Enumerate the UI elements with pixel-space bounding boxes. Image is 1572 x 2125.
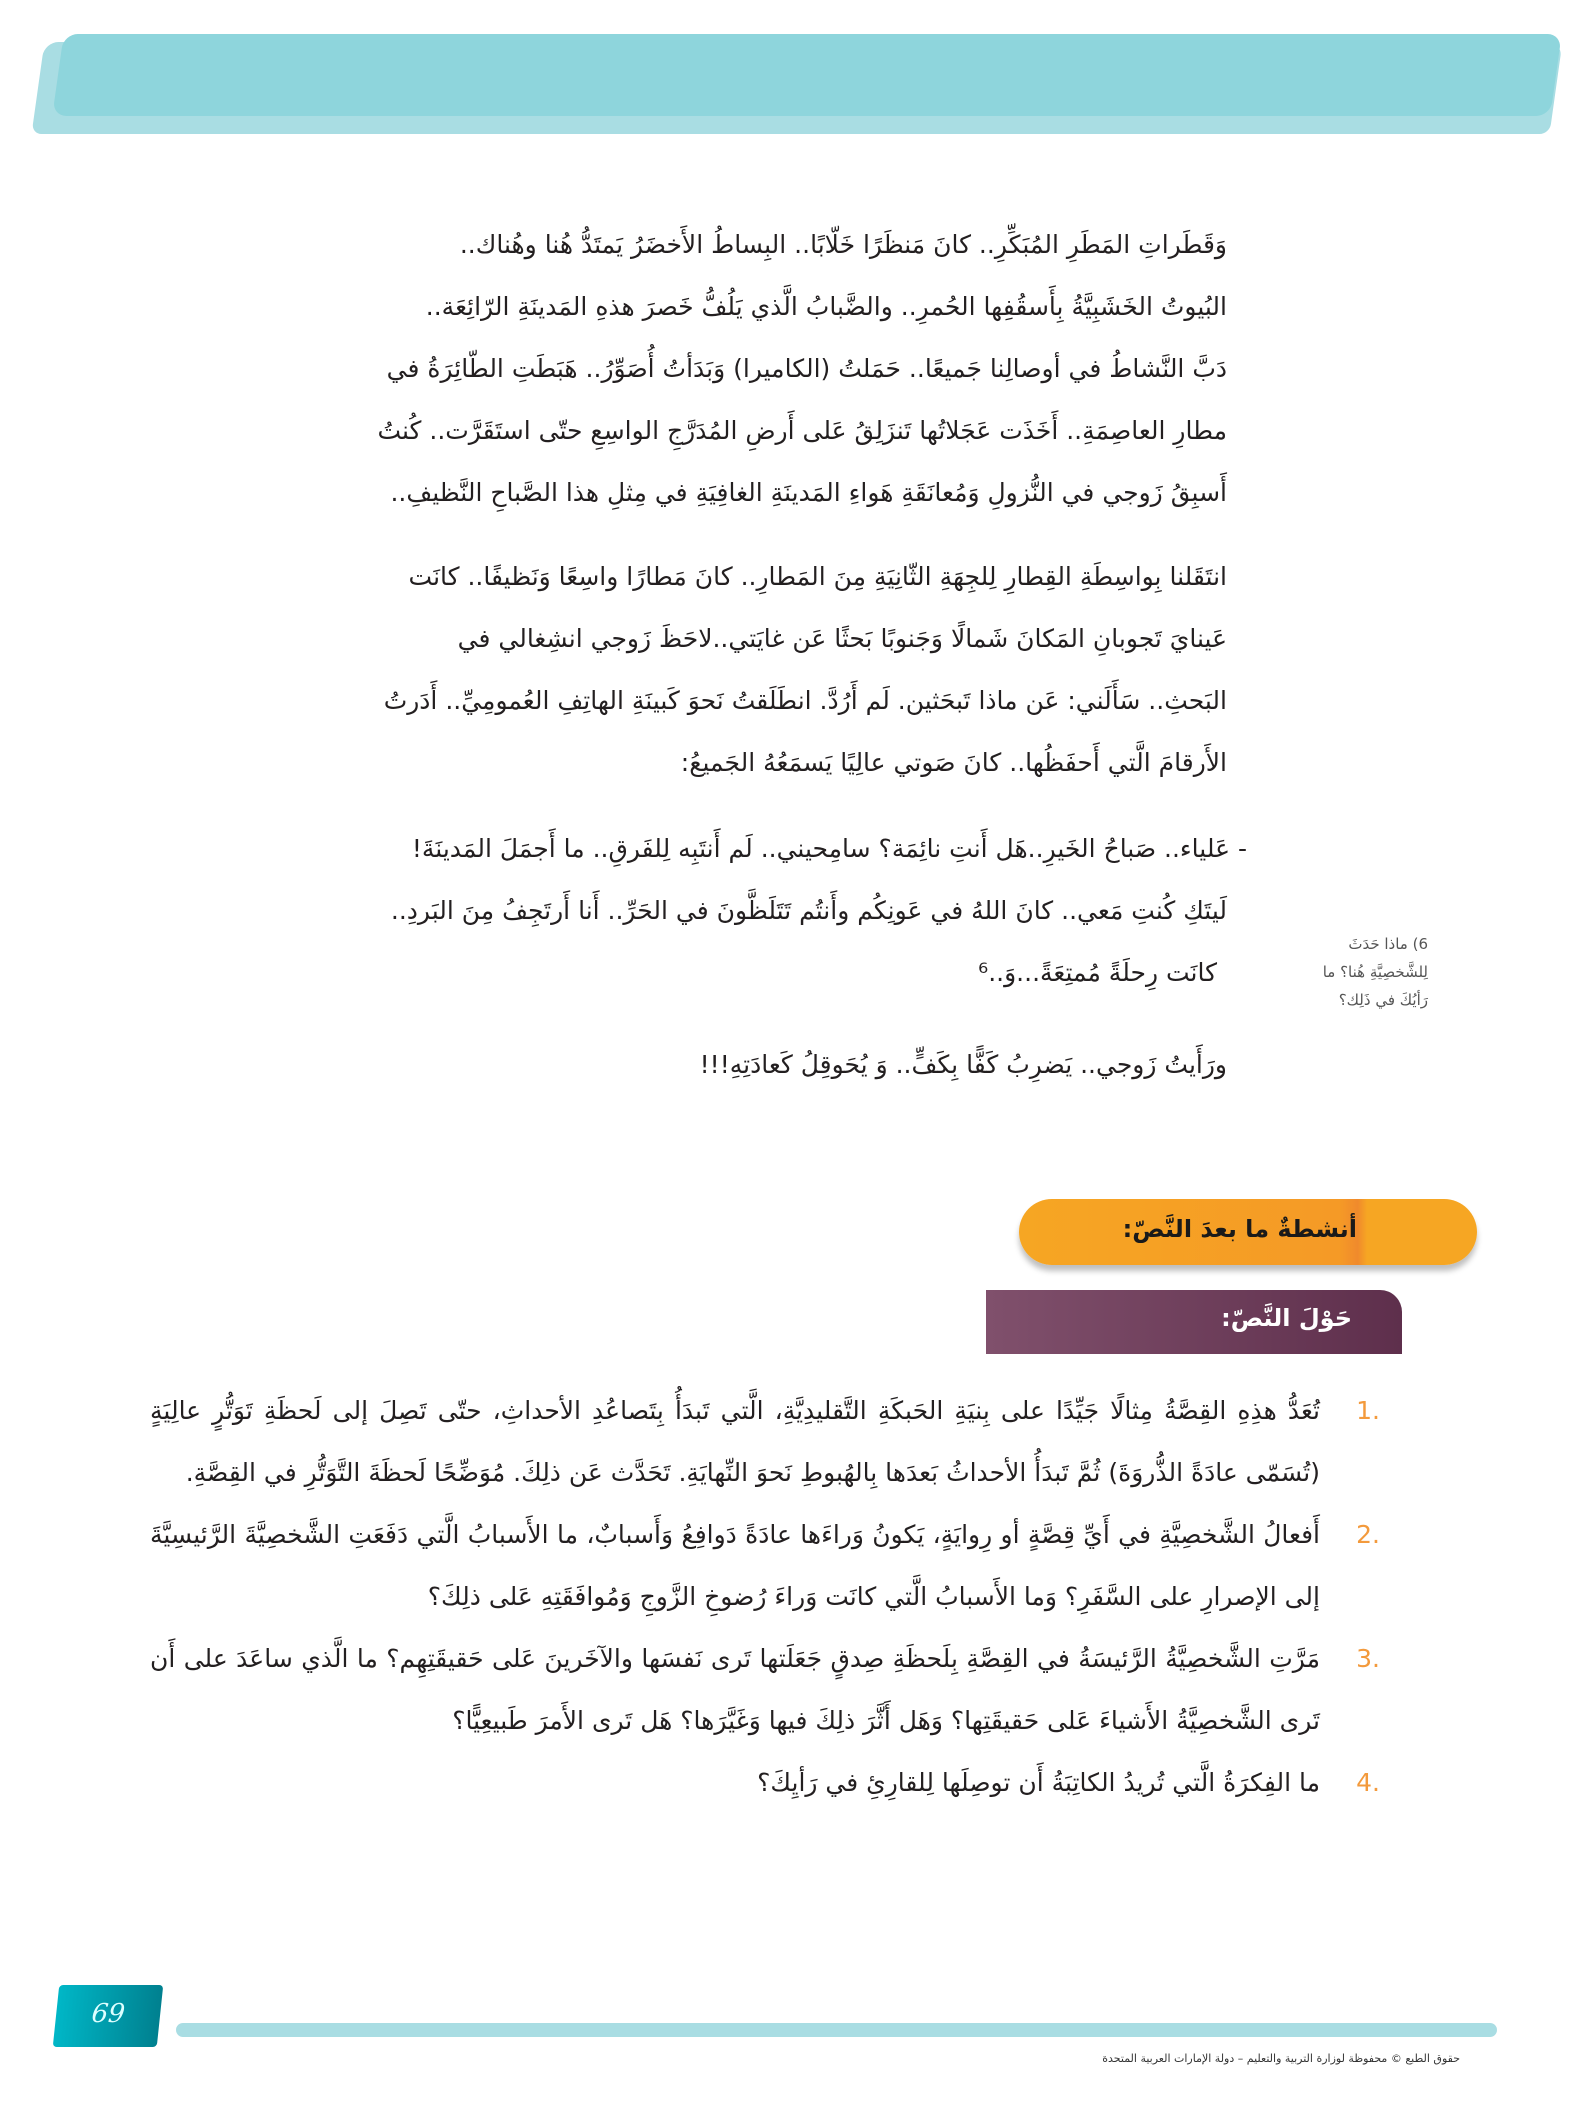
story-line: انتَقَلنا بِواسِطَةِ القِطارِ لِلجِهَةِ الثّانِيَةِ مِنَ المَطارِ.. كانَ مَطارًا واسِعًا وَنَظيفًا.. كانَت bbox=[408, 562, 1227, 591]
question-item bbox=[150, 1752, 1380, 1814]
story-paragraph-1 bbox=[291, 214, 1227, 524]
story-line: البَحثِ.. سَأَلَني: عَن ماذا تَبحَثين. لَم أَرُدَّ. انطَلَقتُ نَحوَ كَبينَةِ الهاتِفِ العُمومِيِّ.. أَدَرتُ bbox=[383, 686, 1227, 715]
question-item bbox=[150, 1504, 1380, 1628]
story-last-line bbox=[291, 1034, 1227, 1096]
question-number: 4. bbox=[1356, 1768, 1380, 1797]
story-line: البُيوتُ الخَشَبِيَّةُ بِأَسقُفِها الحُمرِ.. والضَّبابُ الَّذي يَلُفُّ خَصرَ هذهِ المَدينَةِ الرّائِعَة.. bbox=[425, 292, 1227, 321]
story-line: دَبَّ النَّشاطُ في أوصالِنا جَميعًا.. حَمَلتُ (الكاميرا) وَبَدَأتُ أُصَوِّرُ.. هَبَطَتِ الطّائِرَةُ في bbox=[386, 354, 1227, 383]
dialogue-line: - عَلياء.. صَباحُ الخَيرِ..هَل أَنتِ نائِمَة؟ سامِحيني.. لَم أَنتَبِه لِلفَرقِ.. ما أَجمَلَ المَدينَةَ! bbox=[411, 834, 1247, 863]
question-number: 1. bbox=[1356, 1396, 1380, 1425]
question-item bbox=[150, 1380, 1380, 1504]
question-text: تُعَدُّ هذِهِ القِصَّةُ مِثالًا جَيِّدًا على بِنيَةِ الحَبكَةِ التَّقليدِيَّةِ، الَّتي تَبدَأُ بِتَصاعُدِ الأحداثِ، حتّى تَصِلَ إلى لَحظَةِ تَوَتُّرٍ عالِيَةٍ (تُسَمّى عادَةً الذُّروَةَ) ثُمَّ تَبدَأُ الأحداثُ بَعدَها بِالهُبوطِ نَحوَ النِّهايَةِ. تَحَدَّث عَن ذلِكَ. مُوَضِّحًا لَحظَةَ التَّوَتُّرِ في القِصَّةِ. bbox=[150, 1396, 1320, 1487]
question-text: ما الفِكرَةُ الَّتي تُريدُ الكاتِبَةُ أَن توصِلَها لِلقارِئِ في رَأيِكَ؟ bbox=[757, 1768, 1320, 1797]
activities-header-label: أنشطةٌ ما بعدَ النَّصّ: bbox=[1122, 1215, 1357, 1243]
dialogue-line: كانَت رِحلَةً مُمتِعَةً...وَ..⁶ bbox=[978, 958, 1217, 987]
story-line: وَقَطَراتِ المَطَرِ المُبَكِّرِ.. كانَ مَنظَرًا خَلّابًا.. البِساطُ الأَخضَرُ يَمتَدُّ هُنا وهُناك.. bbox=[459, 230, 1227, 259]
top-banner bbox=[38, 34, 1556, 134]
side-note-line: لِلشَّخصِيَّةِ هُنا؟ ما bbox=[1322, 963, 1428, 981]
section-header-label: حَوْلَ النَّصّ: bbox=[1221, 1304, 1352, 1332]
section-header bbox=[986, 1290, 1402, 1354]
page-number: 69 bbox=[90, 1999, 127, 2029]
story-line: أَسبِقُ زَوجي في النُّزولِ وَمُعانَقَةِ هَواءِ المَدينَةِ الغافِيَةِ في مِثلِ هذا الصَّباحِ النَّظيفِ.. bbox=[390, 478, 1227, 507]
side-note-line: 6) ماذا حَدَثَ bbox=[1348, 935, 1428, 953]
side-note bbox=[1270, 930, 1428, 1014]
copyright-text: حقوق الطبع © محفوظة لوزارة التربية والتعليم – دولة الإمارات العربية المتحدة bbox=[1102, 2052, 1460, 2065]
activities-header bbox=[1019, 1199, 1477, 1265]
story-line: ورَأَيتُ زَوجي.. يَضرِبُ كَفًّا بِكَفٍّ.. وَ يُحَوقِلُ كَعادَتِهِ!!! bbox=[699, 1050, 1227, 1079]
question-item bbox=[150, 1628, 1380, 1752]
question-text: مَرَّتِ الشَّخصِيَّةُ الرَّئيسَةُ في القِصَّةِ بِلَحظَةِ صِدقٍ جَعَلَتها تَرى نَفسَها والآخَرينَ عَلى حَقيقَتِهِم؟ ما الَّذي ساعَدَ على أَن تَرى الشَّخصِيَّةُ الأَشياءَ عَلى حَقيقَتِها؟ وَهَل أَثَّرَ ذلِكَ فيها وَغَيَّرَها؟ هَل تَرى الأَمرَ طَبيعِيًّا؟ bbox=[150, 1644, 1320, 1735]
dialogue-line: لَيتَكِ كُنتِ مَعي.. كانَ اللهُ في عَونِكُم وأَنتُم تَتَلَظَّونَ في الحَرِّ.. أَنا أَرتَجِفُ مِنَ البَردِ.. bbox=[390, 896, 1227, 925]
story-line: مطارِ العاصِمَةِ.. أَخَذَت عَجَلاتُها تَنزَلِقُ عَلى أَرضِ المُدَرَّجِ الواسِعِ حتّى استَقَرَّت.. كُنتُ bbox=[377, 416, 1227, 445]
story-dialogue bbox=[291, 818, 1247, 1004]
story-line: الأَرقامَ الَّتي أَحفَظُها.. كانَ صَوتي عالِيًا يَسمَعُهُ الجَميعُ: bbox=[680, 748, 1227, 777]
question-text: أَفعالُ الشَّخصِيَّةِ في أَيِّ قِصَّةٍ أو رِوايَةٍ، يَكونُ وَراءَها عادَةً دَوافِعُ وَأَسبابٌ، ما الأَسبابُ الَّتي دَفَعَتِ الشَّخصِيَّةَ الرَّئيسِيَّةَ إلى الإصرارِ على السَّفَرِ؟ وَما الأَسبابُ الَّتي كانَت وَراءَ رُضوخِ الزَّوجِ وَمُوافَقَتِهِ عَلى ذلِكَ؟ bbox=[150, 1520, 1320, 1611]
footer-bar bbox=[176, 2023, 1497, 2037]
story-line: عَينايَ تَجوبانِ المَكانَ شَمالًا وَجَنوبًا بَحثًا عَن غايَتي..لاحَظَ زَوجي انشِغالي في bbox=[457, 624, 1227, 653]
question-number: 2. bbox=[1356, 1520, 1380, 1549]
page-number-badge bbox=[53, 1985, 164, 2047]
side-note-line: رَأيُكَ في ذَلِك؟ bbox=[1338, 991, 1428, 1009]
questions-list bbox=[150, 1380, 1380, 1814]
story-paragraph-2 bbox=[291, 546, 1227, 794]
question-number: 3. bbox=[1356, 1644, 1380, 1673]
